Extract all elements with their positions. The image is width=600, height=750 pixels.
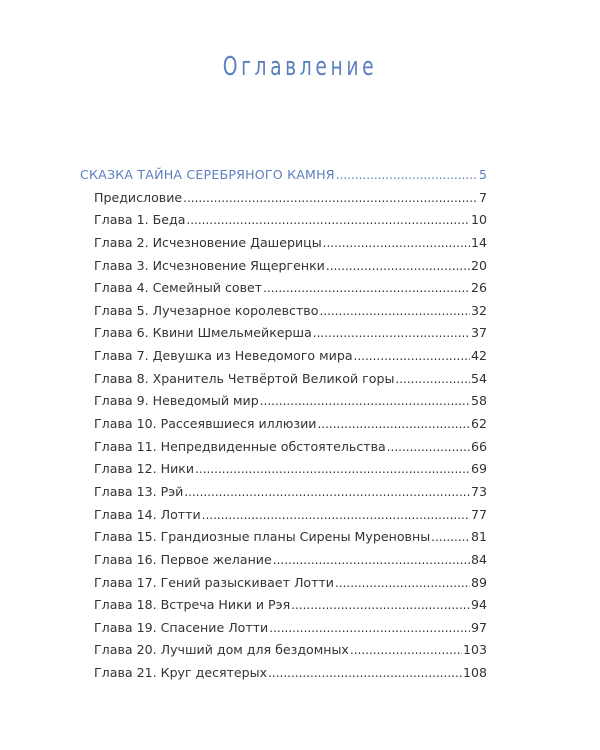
toc-entry[interactable]	[80, 209, 487, 232]
toc-entry-page: 42	[470, 348, 487, 364]
toc-entry-title: Глава 14. Лотти	[94, 506, 201, 522]
dot-leader	[323, 232, 470, 255]
toc-entry-title: Глава 12. Ники	[94, 461, 195, 477]
toc-entry-page: 32	[470, 302, 487, 318]
toc-entry-page: 54	[470, 370, 487, 386]
toc-entry-title: Глава 17. Гений разыскивает Лотти	[94, 574, 334, 590]
toc-entry-page: 58	[470, 393, 487, 409]
toc-entry[interactable]	[80, 413, 487, 436]
toc-entry-page: 81	[470, 529, 487, 545]
table-of-contents	[80, 164, 487, 685]
toc-entry-title: Глава 15. Грандиозные планы Сирены Муреновны	[94, 529, 431, 545]
toc-entry-page: 73	[470, 483, 487, 499]
toc-entry-page: 89	[470, 574, 487, 590]
toc-entry-title: Глава 20. Лучший дом для бездомных	[94, 642, 349, 658]
toc-entry-page: 69	[470, 461, 487, 477]
toc-entry[interactable]	[80, 390, 487, 413]
toc-title: Оглавление	[222, 52, 378, 82]
toc-entry-title: Глава 4. Семейный совет	[94, 280, 263, 296]
dot-leader	[268, 662, 462, 685]
dot-leader	[183, 187, 478, 210]
toc-entry-title: Глава 11. Непредвиденные обстоятельства	[94, 438, 386, 454]
toc-entry[interactable]	[80, 617, 487, 640]
toc-entry[interactable]	[80, 300, 487, 323]
toc-entry-page: 14	[470, 234, 487, 250]
toc-entry-title: Глава 5. Лучезарное королевство	[94, 302, 319, 318]
toc-entry-page: 103	[462, 642, 487, 658]
toc-entry[interactable]	[80, 345, 487, 368]
dot-leader	[195, 458, 470, 481]
toc-entry-title: Глава 1. Беда	[94, 212, 186, 228]
toc-entry-title: Глава 18. Встреча Ники и Рэя	[94, 597, 291, 613]
toc-entry-title: Глава 10. Рассеявшиеся иллюзии	[94, 416, 317, 432]
toc-entry[interactable]	[80, 504, 487, 527]
toc-entry-page: 77	[470, 506, 487, 522]
toc-entry-page: 10	[470, 212, 487, 228]
dot-leader	[354, 345, 470, 368]
dot-leader	[273, 549, 470, 572]
toc-entry-page: 84	[470, 551, 487, 567]
dot-leader	[269, 617, 470, 640]
dot-leader	[184, 481, 470, 504]
toc-entry-title: Предисловие	[94, 189, 183, 205]
toc-entry-page: 5	[478, 167, 487, 182]
toc-entry[interactable]	[80, 436, 487, 459]
toc-entry-title: Глава 21. Круг десятерых	[94, 665, 268, 681]
toc-entry-page: 7	[478, 189, 487, 205]
dot-leader	[326, 255, 470, 278]
toc-entry-story[interactable]	[80, 164, 487, 187]
dot-leader	[186, 209, 470, 232]
toc-entry-title: Глава 2. Исчезновение Дашерицы	[94, 234, 322, 250]
toc-entry-page: 94	[470, 597, 487, 613]
dot-leader	[336, 164, 478, 187]
toc-entry-title: Глава 8. Хранитель Четвёртой Великой горы	[94, 370, 395, 386]
toc-entry-title: Глава 9. Неведомый мир	[94, 393, 259, 409]
dot-leader	[263, 277, 470, 300]
toc-entry-title: Глава 13. Рэй	[94, 483, 184, 499]
toc-entry[interactable]	[80, 481, 487, 504]
toc-entry[interactable]	[80, 458, 487, 481]
toc-entry-title: Глава 16. Первое желание	[94, 551, 272, 567]
dot-leader	[350, 639, 462, 662]
toc-entry[interactable]	[80, 255, 487, 278]
dot-leader	[387, 436, 470, 459]
toc-entry-page: 97	[470, 619, 487, 635]
toc-entry-page: 37	[470, 325, 487, 341]
toc-entry-page: 20	[470, 257, 487, 273]
dot-leader	[317, 413, 470, 436]
toc-entry[interactable]	[80, 594, 487, 617]
dot-leader	[260, 390, 470, 413]
dot-leader	[319, 300, 470, 323]
toc-entry[interactable]	[80, 232, 487, 255]
toc-entry-title: Глава 7. Девушка из Неведомого мира	[94, 348, 353, 364]
toc-entry[interactable]	[80, 549, 487, 572]
toc-entry-page: 66	[470, 438, 487, 454]
toc-entry-page: 26	[470, 280, 487, 296]
dot-leader	[202, 504, 470, 527]
dot-leader	[431, 526, 470, 549]
dot-leader	[291, 594, 470, 617]
toc-entry[interactable]	[80, 526, 487, 549]
toc-entry-title: Глава 6. Квини Шмельмейкерша	[94, 325, 312, 341]
toc-entry[interactable]	[80, 277, 487, 300]
toc-entry[interactable]	[80, 368, 487, 391]
toc-entry[interactable]	[80, 322, 487, 345]
toc-entry[interactable]	[80, 187, 487, 210]
dot-leader	[335, 572, 470, 595]
toc-entry-title: Глава 3. Исчезновение Ящергенки	[94, 257, 325, 273]
toc-entry[interactable]	[80, 662, 487, 685]
toc-entry-page: 62	[470, 416, 487, 432]
toc-entry-title: Глава 19. Спасение Лотти	[94, 619, 269, 635]
toc-entry-title: СКАЗКА ТАЙНА СЕРЕБРЯНОГО КАМНЯ	[80, 167, 335, 182]
toc-entry[interactable]	[80, 639, 487, 662]
dot-leader	[395, 368, 470, 391]
toc-entry-page: 108	[462, 665, 487, 681]
toc-entry[interactable]	[80, 572, 487, 595]
dot-leader	[313, 322, 470, 345]
